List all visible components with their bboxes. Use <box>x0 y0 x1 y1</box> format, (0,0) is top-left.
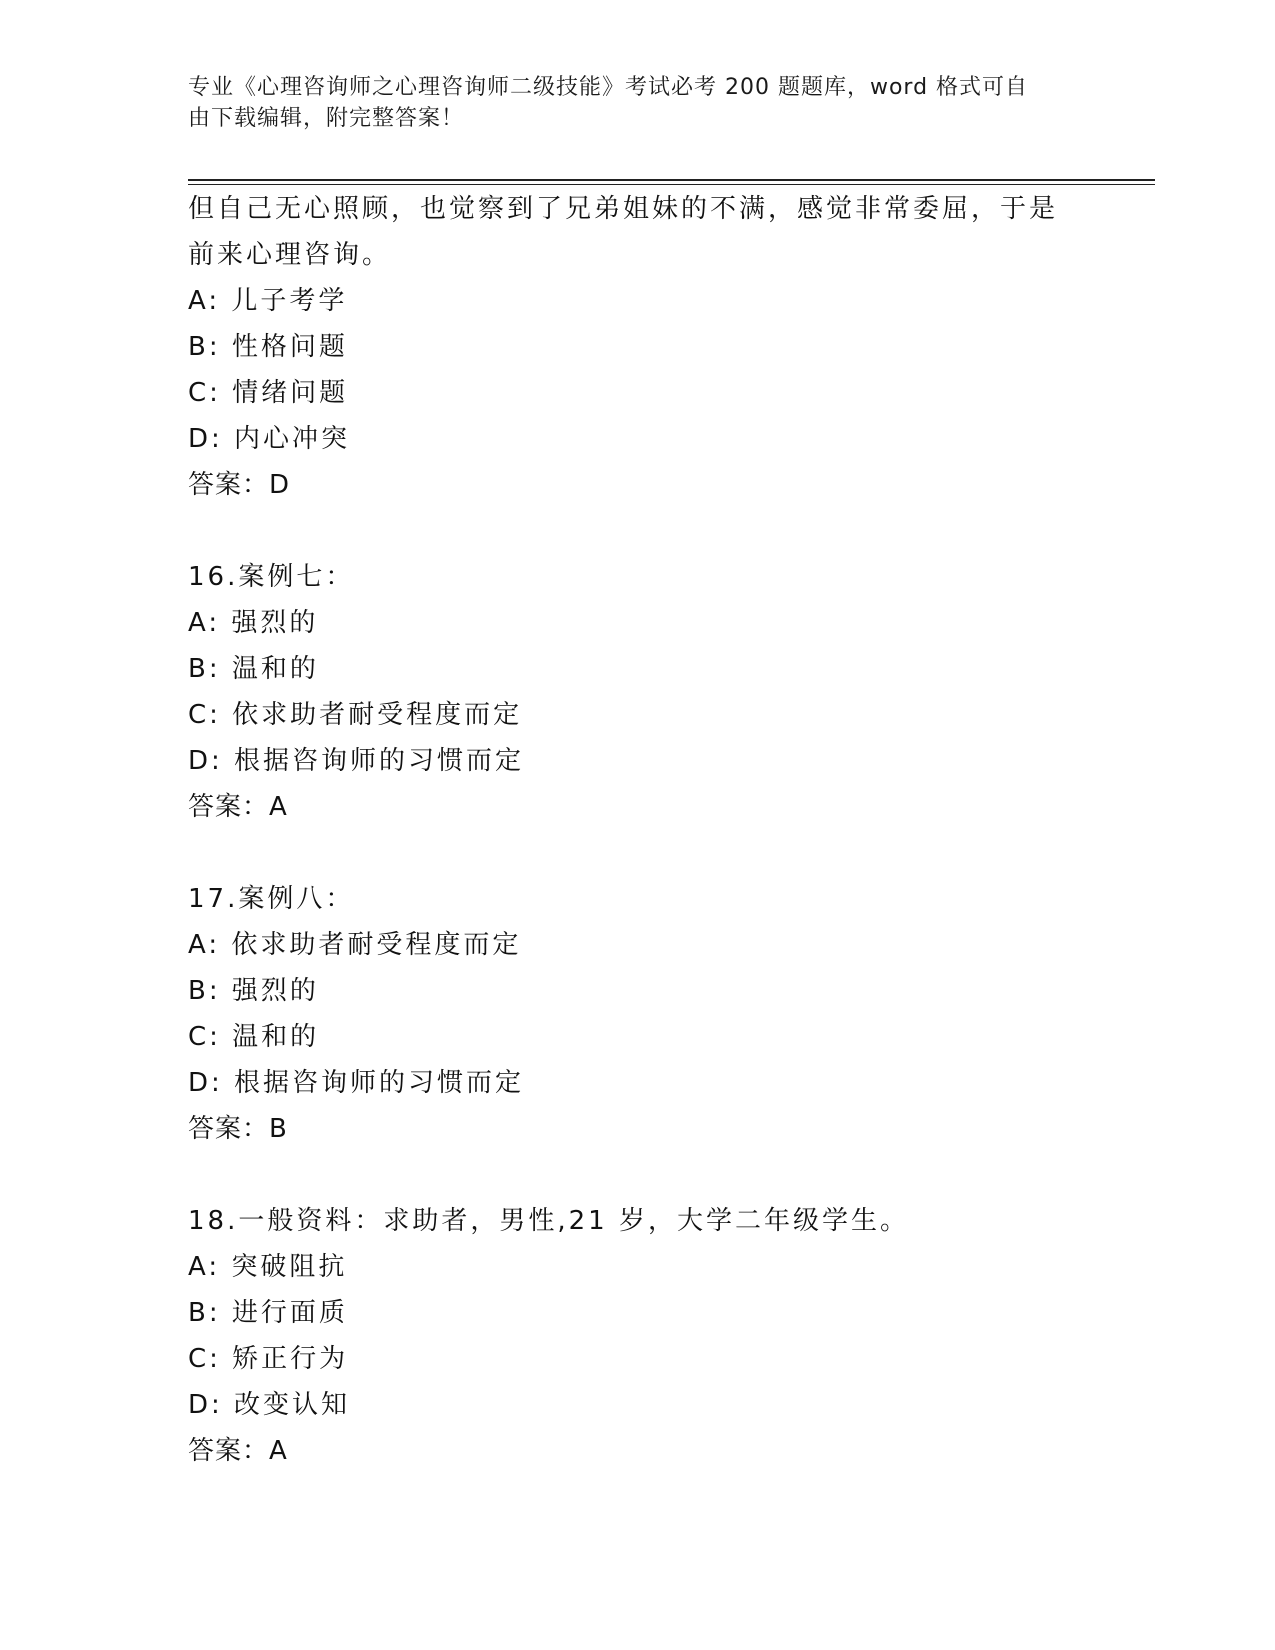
option-b: B: 性格问题 <box>188 332 348 362</box>
header-divider-thin <box>188 184 1155 185</box>
option-c: C: 依求助者耐受程度而定 <box>188 700 523 730</box>
question-title: 17.案例八： <box>188 884 355 914</box>
option-b: B: 温和的 <box>188 654 319 684</box>
option-d: D: 根据咨询师的习惯而定 <box>188 746 525 776</box>
spacer <box>188 830 1148 876</box>
question-18 <box>188 1198 1148 1474</box>
question-title: 16.案例七： <box>188 562 355 592</box>
document-header <box>188 72 1068 134</box>
answer-line: 答案：A <box>188 792 288 822</box>
option-b: B: 强烈的 <box>188 976 319 1006</box>
option-c: C: 情绪问题 <box>188 378 349 408</box>
option-c: C: 矫正行为 <box>188 1344 349 1374</box>
option-a: A: 儿子考学 <box>188 286 348 316</box>
answer-line: 答案：D <box>188 470 291 500</box>
answer-line: 答案：A <box>188 1436 288 1466</box>
option-a: A: 强烈的 <box>188 608 319 638</box>
option-a: A: 突破阻抗 <box>188 1252 348 1282</box>
question-title: 18.一般资料：求助者，男性,21 岁，大学二年级学生。 <box>188 1206 909 1236</box>
answer-line: 答案：B <box>188 1114 288 1144</box>
spacer <box>188 508 1148 554</box>
option-c: C: 温和的 <box>188 1022 320 1052</box>
question-16 <box>188 554 1148 830</box>
option-d: D: 内心冲突 <box>188 424 351 454</box>
question-17 <box>188 876 1148 1152</box>
question-continued <box>188 186 1148 508</box>
header-line-2: 由下载编辑，附完整答案！ <box>188 106 465 131</box>
question-list <box>188 186 1148 1474</box>
header-line-1: 专业《心理咨询师之心理咨询师二级技能》考试必考 200 题题库，word 格式可自 <box>188 75 1029 100</box>
option-d: D: 改变认知 <box>188 1390 351 1420</box>
option-a: A: 依求助者耐受程度而定 <box>188 930 522 960</box>
question-text: 但自己无心照顾，也觉察到了兄弟姐妹的不满，感觉非常委屈，于是 <box>188 194 1059 224</box>
option-d: D: 根据咨询师的习惯而定 <box>188 1068 525 1098</box>
option-b: B: 进行面质 <box>188 1298 348 1328</box>
header-divider-thick <box>188 179 1155 181</box>
spacer <box>188 1152 1148 1198</box>
question-text: 前来心理咨询。 <box>188 240 392 270</box>
